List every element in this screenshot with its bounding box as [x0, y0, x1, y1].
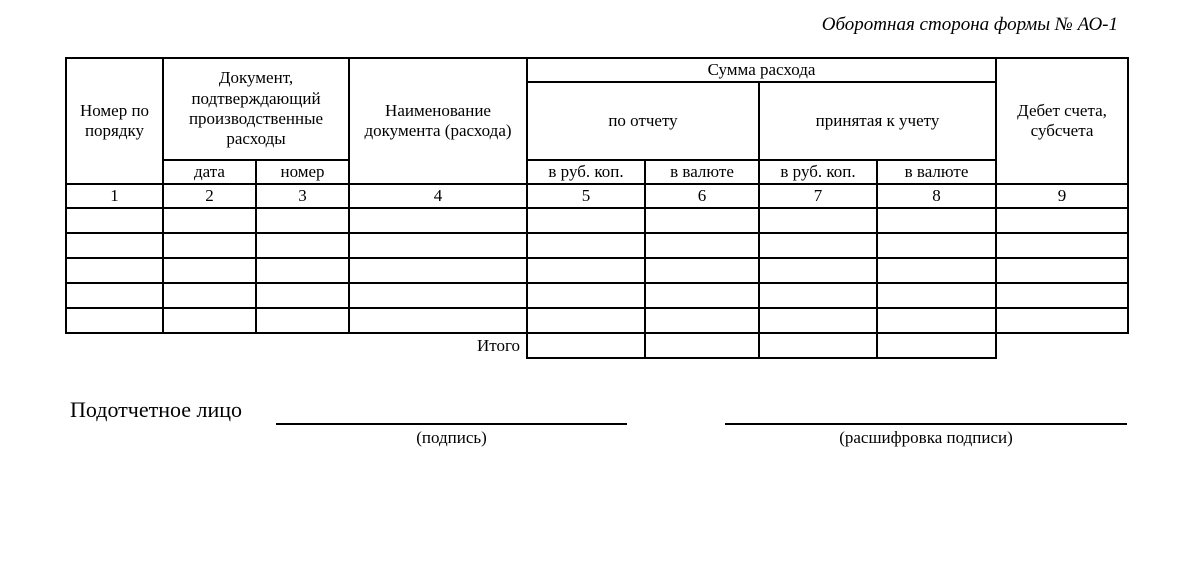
table-cell[interactable]: [163, 258, 256, 283]
signature-caption: (подпись): [416, 428, 487, 447]
table-cell[interactable]: [163, 208, 256, 233]
table-cell[interactable]: [877, 283, 996, 308]
table-row: [66, 258, 1128, 283]
table-cell[interactable]: [996, 233, 1128, 258]
table-cell[interactable]: [256, 283, 349, 308]
signature-line[interactable]: [276, 423, 627, 425]
column-number-5: 5: [527, 184, 645, 208]
column-number-7: 7: [759, 184, 877, 208]
table-row: [66, 283, 1128, 308]
table-cell[interactable]: [349, 258, 527, 283]
table-cell[interactable]: [349, 233, 527, 258]
table-cell[interactable]: [66, 308, 163, 333]
header-debit: Дебет счета, субсчета: [996, 58, 1128, 184]
column-number-4: 4: [349, 184, 527, 208]
table-cell[interactable]: [877, 308, 996, 333]
column-number-3: 3: [256, 184, 349, 208]
total-row: [66, 333, 1128, 358]
table-cell[interactable]: [66, 233, 163, 258]
table-cell[interactable]: [996, 208, 1128, 233]
table-cell[interactable]: [163, 283, 256, 308]
column-number-1: 1: [66, 184, 163, 208]
table-cell[interactable]: [349, 283, 527, 308]
table-cell[interactable]: [759, 283, 877, 308]
table-cell[interactable]: [645, 258, 759, 283]
header-expense-sum: Сумма расхода: [527, 58, 996, 82]
table-row: [66, 208, 1128, 233]
header-accepted-rub: в руб. коп.: [759, 160, 877, 184]
header-report-currency: в валюте: [645, 160, 759, 184]
header-per-report: по отчету: [527, 82, 759, 160]
expense-table: [65, 57, 1129, 359]
table-cell[interactable]: [877, 208, 996, 233]
header-report-rub: в руб. коп.: [527, 160, 645, 184]
total-spacer: [996, 333, 1128, 358]
header-date: дата: [163, 160, 256, 184]
table-cell[interactable]: [877, 233, 996, 258]
table-cell[interactable]: [645, 208, 759, 233]
header-document: Документ, подтверждающий производственные расходы: [163, 58, 349, 160]
total-spacer: [256, 333, 349, 358]
table-cell[interactable]: [527, 258, 645, 283]
table-cell[interactable]: [645, 283, 759, 308]
table-cell[interactable]: [996, 283, 1128, 308]
table-cell[interactable]: [877, 258, 996, 283]
table-row: [66, 233, 1128, 258]
table-cell[interactable]: [66, 208, 163, 233]
table-cell[interactable]: [759, 258, 877, 283]
header-number: Номер по порядку: [66, 58, 163, 184]
header-accepted: принятая к учету: [759, 82, 996, 160]
table-cell[interactable]: [163, 233, 256, 258]
column-number-9: 9: [996, 184, 1128, 208]
table-cell[interactable]: [645, 233, 759, 258]
table-cell[interactable]: [256, 208, 349, 233]
header-doc-name: Наименование документа (расхода): [349, 58, 527, 184]
column-number-2: 2: [163, 184, 256, 208]
table-cell[interactable]: [163, 308, 256, 333]
signature-label: Подотчетное лицо: [70, 397, 243, 422]
total-report-currency[interactable]: [645, 333, 759, 358]
form-caption: Оборотная сторона формы № АО-1: [821, 14, 1118, 35]
table-cell[interactable]: [996, 308, 1128, 333]
table-cell[interactable]: [256, 258, 349, 283]
signature-decode-line[interactable]: [725, 423, 1127, 425]
total-report-rub[interactable]: [527, 333, 645, 358]
total-label: Итого: [349, 333, 527, 358]
table-cell[interactable]: [527, 233, 645, 258]
table-cell[interactable]: [759, 208, 877, 233]
header-doc-number: номер: [256, 160, 349, 184]
table-cell[interactable]: [349, 308, 527, 333]
total-spacer: [163, 333, 256, 358]
table-cell[interactable]: [256, 308, 349, 333]
column-number-8: 8: [877, 184, 996, 208]
table-cell[interactable]: [527, 208, 645, 233]
header-accepted-currency: в валюте: [877, 160, 996, 184]
total-spacer: [66, 333, 163, 358]
table-cell[interactable]: [527, 283, 645, 308]
total-accepted-rub[interactable]: [759, 333, 877, 358]
table-cell[interactable]: [645, 308, 759, 333]
table-cell[interactable]: [759, 308, 877, 333]
table-cell[interactable]: [66, 283, 163, 308]
table-cell[interactable]: [349, 208, 527, 233]
table-row: [66, 308, 1128, 333]
total-accepted-currency[interactable]: [877, 333, 996, 358]
table-cell[interactable]: [996, 258, 1128, 283]
table-cell[interactable]: [759, 233, 877, 258]
table-cell[interactable]: [66, 258, 163, 283]
column-number-6: 6: [645, 184, 759, 208]
table-cell[interactable]: [527, 308, 645, 333]
table-cell[interactable]: [256, 233, 349, 258]
signature-decode-caption: (расшифровка подписи): [839, 428, 1013, 447]
